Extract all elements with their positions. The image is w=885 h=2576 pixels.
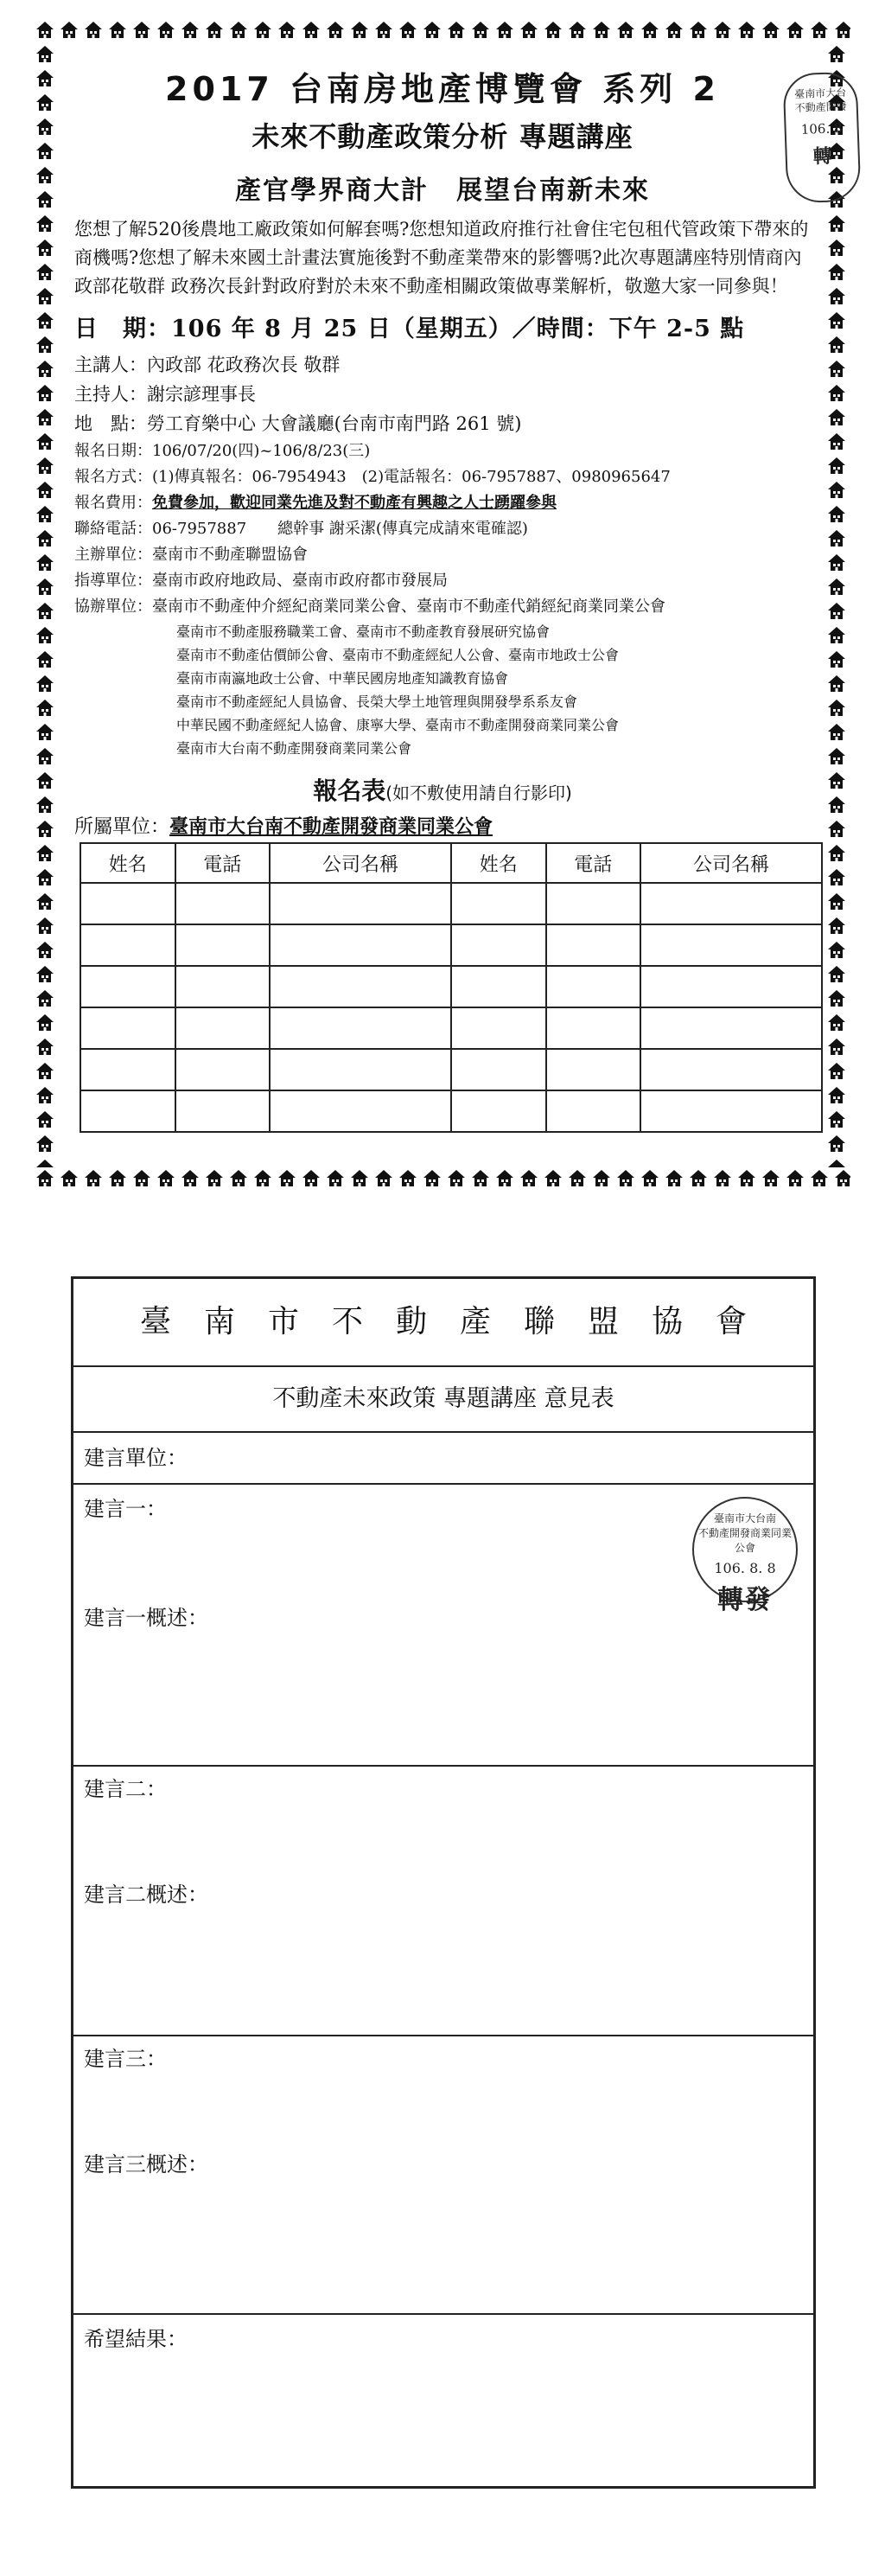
house-icon xyxy=(826,334,850,355)
house-icon xyxy=(35,673,59,694)
house-icon xyxy=(35,455,59,476)
reg-method-row xyxy=(74,464,811,490)
house-icon xyxy=(833,19,850,43)
suggestion-2-label: 建言二： xyxy=(84,1777,167,1801)
suggestion-2-block[interactable] xyxy=(73,1767,813,2036)
house-icon xyxy=(35,116,59,137)
house-icon xyxy=(35,770,59,790)
house-icon xyxy=(35,576,59,597)
house-icon xyxy=(252,1167,273,1192)
house-icon xyxy=(826,1109,850,1129)
detail-value: 106/07/20(四)~106/8/23(三) xyxy=(152,442,371,460)
suggestion-1-label: 建言一： xyxy=(84,1497,167,1521)
house-icon xyxy=(470,19,491,43)
house-icon xyxy=(228,19,249,43)
house-icon xyxy=(35,19,55,43)
house-icon xyxy=(640,1167,660,1192)
col-company: 公司名稱 xyxy=(270,843,451,883)
table-cell[interactable] xyxy=(546,1090,641,1132)
table-cell[interactable] xyxy=(270,924,451,966)
house-icon xyxy=(712,19,733,43)
house-icon xyxy=(591,19,612,43)
house-icon xyxy=(567,19,588,43)
house-icon xyxy=(156,1167,176,1192)
organizer-row xyxy=(74,542,811,568)
house-icon xyxy=(35,1109,59,1129)
table-cell[interactable] xyxy=(451,924,546,966)
stamp-date: 106. 8. 8 xyxy=(714,1560,776,1576)
table-cell[interactable] xyxy=(451,1090,546,1132)
house-icon xyxy=(446,19,467,43)
table-row xyxy=(80,1049,822,1090)
table-cell[interactable] xyxy=(546,966,641,1007)
house-icon xyxy=(688,19,709,43)
house-icon xyxy=(83,1167,104,1192)
flyer-slogan: 產官學界商大計 展望台南新未來 xyxy=(235,176,650,206)
table-row xyxy=(80,966,822,1007)
house-icon xyxy=(35,745,59,766)
table-header-row xyxy=(80,843,822,883)
co-organizer-line: 臺南市不動產經紀人員協會、長榮大學土地管理與開發學系系友會 xyxy=(176,694,578,710)
stamp-org-line2: 不動產開發 xyxy=(794,99,848,115)
house-icon xyxy=(107,19,128,43)
house-icon xyxy=(35,1012,59,1032)
detail-value: 06-7957887 總幹事 謝采潔(傳真完成請來電確認) xyxy=(152,520,528,538)
house-icon xyxy=(826,624,850,645)
house-icon xyxy=(446,1167,467,1192)
house-icon xyxy=(35,600,59,621)
house-icon xyxy=(35,1036,59,1057)
table-cell[interactable] xyxy=(175,1049,271,1090)
table-cell[interactable] xyxy=(640,1007,822,1049)
house-icon xyxy=(826,576,850,597)
table-cell[interactable] xyxy=(80,924,175,966)
house-icon xyxy=(826,770,850,790)
expected-result-block[interactable] xyxy=(73,2315,813,2576)
house-icon xyxy=(35,794,59,815)
house-icon xyxy=(35,721,59,742)
contact-row xyxy=(74,516,811,542)
table-cell[interactable] xyxy=(80,966,175,1007)
table-cell[interactable] xyxy=(80,1049,175,1090)
registration-rows xyxy=(80,883,822,1132)
col-name: 姓名 xyxy=(451,843,546,883)
table-cell[interactable] xyxy=(546,1049,641,1090)
house-icon xyxy=(826,745,850,766)
house-icon xyxy=(35,697,59,718)
house-icon xyxy=(277,19,297,43)
registration-table xyxy=(80,842,823,1133)
house-icon xyxy=(373,1167,394,1192)
detail-key: 報名費用： xyxy=(74,494,152,512)
registration-form-title xyxy=(74,772,811,807)
table-row xyxy=(80,1090,822,1132)
house-icon xyxy=(349,19,370,43)
house-icon xyxy=(826,527,850,548)
house-icon xyxy=(398,1167,418,1192)
table-cell[interactable] xyxy=(175,1007,271,1049)
table-cell[interactable] xyxy=(451,883,546,924)
suggestion-1-desc-label: 建言一概述： xyxy=(84,1606,208,1630)
house-icon xyxy=(688,1167,709,1192)
house-icon xyxy=(252,19,273,43)
house-icon xyxy=(301,19,322,43)
unit-value[interactable]: 臺南市大台南不動產開發商業同業公會 xyxy=(169,815,493,838)
house-icon xyxy=(35,963,59,984)
table-cell[interactable] xyxy=(546,883,641,924)
house-icon xyxy=(35,92,59,112)
house-icon xyxy=(35,43,59,64)
event-details xyxy=(74,350,811,760)
detail-key: 主持人： xyxy=(74,384,147,405)
house-icon xyxy=(826,939,850,960)
house-icon xyxy=(826,1060,850,1081)
house-icon xyxy=(35,213,59,233)
house-icon xyxy=(35,939,59,960)
house-icon xyxy=(826,431,850,451)
house-icon xyxy=(35,624,59,645)
house-icon xyxy=(35,988,59,1008)
house-icon xyxy=(664,19,684,43)
house-icon xyxy=(826,988,850,1008)
house-icon xyxy=(35,406,59,427)
house-icon xyxy=(131,19,152,43)
stamp-org-line1: 臺南市大台 xyxy=(793,86,847,101)
house-icon xyxy=(35,552,59,572)
house-icon xyxy=(35,479,59,500)
suggestion-1-block[interactable] xyxy=(73,1485,813,1767)
stamp-mark: 轉 xyxy=(812,144,833,169)
house-icon xyxy=(519,1167,539,1192)
house-icon xyxy=(35,1060,59,1081)
house-border-bottom xyxy=(35,1167,850,1192)
house-icon xyxy=(35,1084,59,1105)
detail-key: 報名日期： xyxy=(74,442,152,460)
house-icon xyxy=(826,237,850,258)
detail-value: 臺南市不動產仲介經紀商業同業公會、臺南市不動產代銷經紀商業同業公會 xyxy=(152,598,665,616)
co-organizer-line: 臺南市不動產服務職業工會、臺南市不動產教育發展研究協會 xyxy=(176,623,551,640)
table-cell[interactable] xyxy=(270,966,451,1007)
detail-value: 臺南市不動產聯盟協會 xyxy=(152,546,308,564)
co-organizer-line: 臺南市不動產估價師公會、臺南市不動產經紀人公會、臺南市地政士公會 xyxy=(176,647,620,663)
table-cell[interactable] xyxy=(270,1007,451,1049)
stamp-mark: 轉發 xyxy=(717,1585,773,1615)
house-icon xyxy=(543,19,563,43)
house-icon xyxy=(35,237,59,258)
house-icon xyxy=(826,721,850,742)
detail-key: 主講人： xyxy=(74,355,147,375)
house-icon xyxy=(826,818,850,839)
detail-key: 協辦單位： xyxy=(74,598,152,616)
house-icon xyxy=(591,1167,612,1192)
table-row xyxy=(80,1007,822,1049)
house-icon xyxy=(615,1167,636,1192)
table-cell[interactable] xyxy=(175,924,271,966)
reg-date-row xyxy=(74,438,811,464)
house-icon xyxy=(826,455,850,476)
venue-row xyxy=(74,409,811,438)
house-icon xyxy=(826,358,850,379)
house-icon xyxy=(35,891,59,911)
house-icon xyxy=(567,1167,588,1192)
house-icon xyxy=(809,19,830,43)
detail-value: 內政部 花政務次長 敬群 xyxy=(147,355,341,375)
house-icon xyxy=(761,1167,781,1192)
table-cell[interactable] xyxy=(270,1049,451,1090)
table-cell[interactable] xyxy=(270,1090,451,1132)
flyer-content xyxy=(74,54,811,1157)
house-icon xyxy=(826,1012,850,1032)
house-icon xyxy=(35,310,59,330)
house-icon xyxy=(131,1167,152,1192)
reg-fee-row xyxy=(74,490,811,516)
house-icon xyxy=(826,1133,850,1154)
house-icon xyxy=(398,19,418,43)
flyer-title: 2017 台南房地產博覽會 系列 2 xyxy=(165,70,720,108)
table-cell[interactable] xyxy=(80,883,175,924)
house-icon xyxy=(373,19,394,43)
registration-note: (如不敷使用請自行影印) xyxy=(385,783,572,803)
table-cell[interactable] xyxy=(546,1007,641,1049)
detail-value: 謝宗諺理事長 xyxy=(147,384,256,405)
house-icon xyxy=(325,19,346,43)
house-icon xyxy=(761,19,781,43)
house-icon xyxy=(736,19,757,43)
house-icon xyxy=(35,164,59,185)
house-icon xyxy=(826,915,850,936)
house-icon xyxy=(35,649,59,669)
house-icon xyxy=(833,1167,850,1192)
suggestion-2-desc-label: 建言二概述： xyxy=(84,1882,208,1907)
expected-result-label: 希望結果： xyxy=(84,2327,188,2351)
table-cell[interactable] xyxy=(451,966,546,1007)
table-cell[interactable] xyxy=(640,1090,822,1132)
forwarded-stamp xyxy=(692,1497,798,1615)
house-icon xyxy=(59,19,80,43)
house-icon xyxy=(826,43,850,64)
house-icon xyxy=(826,794,850,815)
detail-key: 報名方式： xyxy=(74,468,152,486)
house-icon xyxy=(228,1167,249,1192)
house-icon xyxy=(826,600,850,621)
house-icon xyxy=(35,67,59,88)
table-cell[interactable] xyxy=(80,1090,175,1132)
unit-line xyxy=(74,812,811,839)
house-icon xyxy=(494,19,515,43)
house-icon xyxy=(736,1167,757,1192)
house-icon xyxy=(826,842,850,863)
house-icon xyxy=(826,673,850,694)
house-icon xyxy=(826,503,850,524)
detail-value: 免費參加，歡迎同業先進及對不動產有興趣之人士踴躍參與 xyxy=(152,494,557,512)
house-border-top xyxy=(35,19,850,43)
co-organizer-row xyxy=(74,594,811,620)
house-icon xyxy=(35,189,59,209)
host-row xyxy=(74,380,811,409)
house-icon xyxy=(826,285,850,306)
house-icon xyxy=(422,1167,442,1192)
house-border-left xyxy=(35,43,59,1167)
house-icon xyxy=(712,1167,733,1192)
house-icon xyxy=(35,140,59,161)
event-datetime: 日 期：106 年 8 月 25 日（星期五）／時間：下午 2-5 點 xyxy=(74,316,745,342)
detail-key: 主辦單位： xyxy=(74,546,152,564)
house-icon xyxy=(615,19,636,43)
detail-value: 勞工育樂中心 大會議廳(台南市南門路 261 號) xyxy=(147,413,522,434)
detail-value: 臺南市政府地政局、臺南市政府都市發展局 xyxy=(152,572,448,590)
house-icon xyxy=(826,697,850,718)
house-icon xyxy=(826,479,850,500)
house-icon xyxy=(35,842,59,863)
house-icon xyxy=(826,649,850,669)
house-icon xyxy=(826,310,850,330)
col-name: 姓名 xyxy=(80,843,175,883)
co-organizer-list xyxy=(74,620,811,760)
house-icon xyxy=(826,1157,850,1167)
house-icon xyxy=(543,1167,563,1192)
house-icon xyxy=(204,1167,225,1192)
table-cell[interactable] xyxy=(546,924,641,966)
house-icon xyxy=(826,1036,850,1057)
house-icon xyxy=(35,1157,59,1167)
house-icon xyxy=(35,1133,59,1154)
house-icon xyxy=(826,866,850,887)
table-cell[interactable] xyxy=(640,966,822,1007)
co-organizer-line: 臺南市南瀛地政士公會、中華民國房地產知識教育協會 xyxy=(176,670,509,687)
table-cell[interactable] xyxy=(451,1007,546,1049)
house-icon xyxy=(35,818,59,839)
house-icon xyxy=(35,358,59,379)
table-row xyxy=(80,883,822,924)
house-icon xyxy=(826,552,850,572)
event-flyer xyxy=(35,19,850,1192)
house-icon xyxy=(809,1167,830,1192)
house-icon xyxy=(826,261,850,282)
house-icon xyxy=(180,1167,201,1192)
suggestion-3-block[interactable] xyxy=(73,2036,813,2315)
house-icon xyxy=(35,431,59,451)
house-icon xyxy=(35,915,59,936)
house-icon xyxy=(349,1167,370,1192)
house-icon xyxy=(83,19,104,43)
house-icon xyxy=(826,1084,850,1105)
suggestion-3-label: 建言三： xyxy=(84,2047,167,2071)
detail-key: 聯絡電話： xyxy=(74,520,152,538)
house-icon xyxy=(494,1167,515,1192)
form-unit-field[interactable]: 建言單位： xyxy=(73,1433,813,1485)
col-phone: 電話 xyxy=(175,843,271,883)
unit-label: 所屬單位： xyxy=(74,816,170,838)
house-icon xyxy=(156,19,176,43)
house-icon xyxy=(277,1167,297,1192)
house-icon xyxy=(422,19,442,43)
form-org-title: 臺南市不動產聯盟協會 xyxy=(73,1279,813,1367)
house-icon xyxy=(59,1167,80,1192)
house-icon xyxy=(664,1167,684,1192)
flyer-intro: 您想了解520後農地工廠政策如何解套嗎?您想知道政府推行社會住宅包租代管政策下帶來的商機嗎?您想了解未來國土計畫法實施後對不動產業帶來的影響嗎?此次專題講座特別情商內政部花敬群 政務次長針對政府對於未來不動產相關政策做專業解析，敬邀大家一同參與！ xyxy=(74,219,809,297)
table-cell[interactable] xyxy=(175,966,271,1007)
stamp-date: 106. 8 xyxy=(800,120,843,137)
house-icon xyxy=(325,1167,346,1192)
table-cell[interactable] xyxy=(270,883,451,924)
house-icon xyxy=(826,891,850,911)
house-icon xyxy=(640,19,660,43)
co-organizer-line: 中華民國不動產經紀人協會、康寧大學、臺南市不動產開發商業同業公會 xyxy=(176,717,620,733)
house-icon xyxy=(35,866,59,887)
detail-key: 地 點： xyxy=(74,413,147,434)
stamp-org-line2: 不動產開發商業同業公會 xyxy=(697,1527,792,1554)
speaker-row xyxy=(74,350,811,380)
house-icon xyxy=(826,382,850,403)
col-phone: 電話 xyxy=(546,843,641,883)
detail-value: (1)傳真報名：06-7954943 (2)電話報名：06-7957887、0980965647 xyxy=(152,468,671,486)
table-cell[interactable] xyxy=(640,924,822,966)
house-icon xyxy=(826,963,850,984)
house-icon xyxy=(35,1167,55,1192)
table-cell[interactable] xyxy=(80,1007,175,1049)
house-icon xyxy=(35,261,59,282)
registration-title-text: 報名表 xyxy=(313,777,386,805)
flyer-subtitle: 未來不動產政策分析 專題講座 xyxy=(251,120,634,153)
table-cell[interactable] xyxy=(640,1049,822,1090)
house-icon xyxy=(35,334,59,355)
house-icon xyxy=(826,406,850,427)
col-company: 公司名稱 xyxy=(640,843,822,883)
supervisor-row xyxy=(74,568,811,594)
house-icon xyxy=(826,213,850,233)
stamp-org-line1: 臺南市大台南 xyxy=(713,1512,776,1525)
house-icon xyxy=(107,1167,128,1192)
table-cell[interactable] xyxy=(640,883,822,924)
form-subtitle: 不動產未來政策 專題講座 意見表 xyxy=(73,1367,813,1433)
house-icon xyxy=(35,285,59,306)
house-icon xyxy=(785,19,805,43)
table-cell[interactable] xyxy=(175,883,271,924)
house-icon xyxy=(35,382,59,403)
house-icon xyxy=(470,1167,491,1192)
table-cell[interactable] xyxy=(175,1090,271,1132)
house-icon xyxy=(785,1167,805,1192)
house-icon xyxy=(35,527,59,548)
house-icon xyxy=(519,19,539,43)
house-icon xyxy=(35,503,59,524)
co-organizer-line: 臺南市大台南不動產開發商業同業公會 xyxy=(176,740,412,757)
suggestion-3-desc-label: 建言三概述： xyxy=(84,2152,208,2176)
house-icon xyxy=(204,19,225,43)
table-row xyxy=(80,924,822,966)
house-border-right xyxy=(826,43,850,1167)
detail-key: 指導單位： xyxy=(74,572,152,590)
house-icon xyxy=(180,19,201,43)
house-icon xyxy=(301,1167,322,1192)
table-cell[interactable] xyxy=(451,1049,546,1090)
feedback-form xyxy=(71,1276,816,2489)
